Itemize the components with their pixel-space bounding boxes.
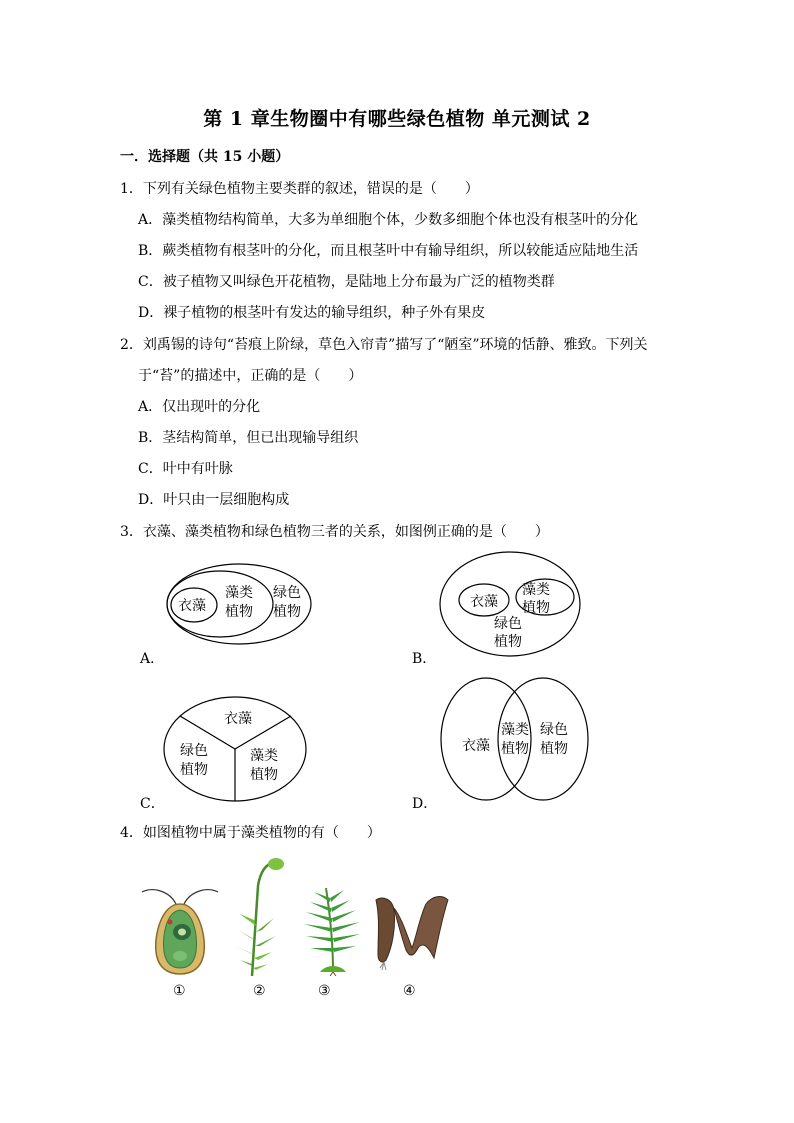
diagram-d-left-label: 衣藻 <box>462 738 490 754</box>
moss-illustration <box>232 856 288 980</box>
diagram-a-outer-label-2: 植物 <box>273 604 301 620</box>
diagram-a-middle-label-1: 藻类 <box>225 585 253 601</box>
diagram-a-inner-label: 衣藻 <box>178 598 206 614</box>
plant-label-4: ④ <box>403 983 416 999</box>
diagram-c[interactable] <box>162 695 312 805</box>
diagram-a-letter: A． <box>140 651 165 667</box>
diagram-c-letter: C． <box>140 796 165 812</box>
diagram-d-middle-label-1: 藻类 <box>501 722 529 738</box>
question-2-option-c[interactable]: C．叶中有叶脉 <box>138 461 233 477</box>
diagram-c-top-label: 衣藻 <box>224 711 252 727</box>
diagram-a[interactable] <box>160 560 320 650</box>
diagram-b-right-label-1: 藻类 <box>522 582 550 598</box>
diagram-d-right-label-1: 绿色 <box>540 722 568 738</box>
diagram-d[interactable] <box>438 676 598 806</box>
question-1-option-b[interactable]: B．蕨类植物有根茎叶的分化，而且根茎叶中有输导组织，所以较能适应陆地生活 <box>138 243 639 259</box>
diagram-d-letter: D． <box>412 796 438 812</box>
question-2-option-b[interactable]: B．茎结构简单，但已出现输导组织 <box>138 430 359 446</box>
plant-label-1: ① <box>173 983 186 999</box>
diagram-d-right-label-2: 植物 <box>540 741 568 757</box>
fern-illustration <box>300 884 366 976</box>
diagram-c-left-label-1: 绿色 <box>180 743 208 759</box>
diagram-c-right-label-1: 藻类 <box>250 748 278 764</box>
question-1-stem: 1．下列有关绿色植物主要类群的叙述，错误的是（ ） <box>120 181 479 197</box>
diagram-c-right-label-2: 植物 <box>250 767 278 783</box>
kelp-illustration <box>372 888 450 972</box>
chlamydomonas-illustration <box>140 882 220 978</box>
page-title: 第 1 章生物圈中有哪些绿色植物 单元测试 2 <box>203 108 591 130</box>
question-1-option-c[interactable]: C．被子植物又叫绿色开花植物，是陆地上分布最为广泛的植物类群 <box>138 274 555 290</box>
question-1-option-d[interactable]: D．裸子植物的根茎叶有发达的输导组织，种子外有果皮 <box>138 305 486 321</box>
diagram-b-right-label-2: 植物 <box>522 600 550 616</box>
diagram-b-letter: B． <box>412 651 437 667</box>
diagram-a-outer-label-1: 绿色 <box>273 585 301 601</box>
diagram-d-middle-label-2: 植物 <box>501 741 529 757</box>
section-heading: 一．选择题（共 15 小题） <box>120 149 290 165</box>
plant-label-3: ③ <box>318 983 331 999</box>
diagram-a-middle-label-2: 植物 <box>225 604 253 620</box>
question-1-option-a[interactable]: A．藻类植物结构简单，大多为单细胞个体，少数多细胞个体也没有根茎叶的分化 <box>138 212 639 228</box>
plant-label-2: ② <box>253 983 266 999</box>
question-2-option-a[interactable]: A．仅出现叶的分化 <box>138 399 261 415</box>
diagram-b-left-label: 衣藻 <box>470 594 498 610</box>
diagram-b-outer-label-2: 植物 <box>494 634 522 650</box>
question-2-option-d[interactable]: D．叶只由一层细胞构成 <box>138 492 290 508</box>
question-2-stem: 2．刘禹锡的诗句“苔痕上阶绿，草色入帘青”描写了“陋室”环境的恬静、雅致。下列关 <box>120 337 648 353</box>
diagram-b[interactable] <box>438 550 598 660</box>
question-3-stem: 3．衣藻、藻类植物和绿色植物三者的关系，如图例正确的是（ ） <box>120 524 549 540</box>
diagram-c-left-label-2: 植物 <box>180 762 208 778</box>
diagram-b-outer-label-1: 绿色 <box>494 616 522 632</box>
question-4-stem: 4．如图植物中属于藻类植物的有（ ） <box>120 825 381 841</box>
question-2-stem-cont: 于“苔”的描述中，正确的是（ ） <box>138 368 363 384</box>
